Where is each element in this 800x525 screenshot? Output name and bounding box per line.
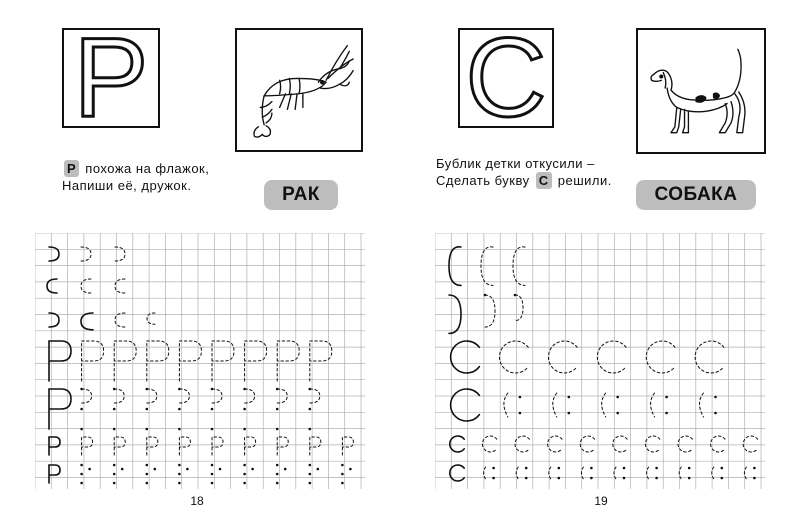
- trace-dot: [349, 468, 352, 471]
- trace-dot: [590, 467, 593, 470]
- trace-dot: [525, 477, 528, 480]
- trace-dot: [341, 473, 344, 476]
- trace-stroke: [481, 247, 493, 286]
- trace-dot: [568, 396, 571, 399]
- trace-dot: [309, 428, 312, 431]
- trace-dot: [80, 428, 83, 431]
- poem-right-line-2-start: Сделать букву: [436, 173, 534, 188]
- trace-stroke: [451, 341, 480, 373]
- trace-dot: [243, 388, 246, 391]
- page-number-left: 18: [190, 494, 204, 508]
- trace-dot: [243, 473, 246, 476]
- poem-left: [62, 160, 209, 194]
- trace-stroke: [310, 437, 321, 455]
- crayfish-icon: [237, 30, 361, 150]
- trace-dot: [113, 473, 116, 476]
- trace-stroke: [179, 437, 190, 455]
- trace-dot: [665, 396, 668, 399]
- trace-stroke: [678, 436, 692, 452]
- letter-r: Р: [73, 15, 149, 140]
- trace-dot: [146, 388, 149, 391]
- letter-badge-r: Р: [64, 160, 79, 177]
- trace-stroke: [580, 436, 594, 452]
- trace-dot: [80, 408, 83, 411]
- trace-dot: [590, 477, 593, 480]
- trace-stroke: [645, 436, 659, 452]
- trace-dot: [80, 482, 83, 485]
- trace-dot: [276, 408, 279, 411]
- trace-stroke: [212, 437, 223, 455]
- trace-stroke: [49, 437, 60, 455]
- trace-dot: [243, 428, 246, 431]
- trace-stroke: [553, 393, 557, 417]
- trace-dot: [113, 482, 116, 485]
- trace-stroke: [81, 313, 93, 330]
- word-badge-sobaka: СОБАКА: [636, 180, 756, 210]
- poem-left-line-1: [62, 160, 209, 177]
- trace-dot: [178, 388, 181, 391]
- trace-dot: [113, 408, 116, 411]
- page-number-right: 19: [594, 494, 608, 508]
- trace-dot: [309, 473, 312, 476]
- trace-dot: [519, 412, 522, 415]
- tracing-grid-left: [35, 233, 365, 489]
- trace-dot: [568, 412, 571, 415]
- trace-dot: [211, 408, 214, 411]
- right-page: [400, 0, 800, 525]
- trace-dot: [309, 482, 312, 485]
- letter-box-s: [458, 15, 554, 140]
- trace-dot: [558, 467, 561, 470]
- trace-stroke: [450, 436, 464, 452]
- poem-right: [436, 155, 612, 189]
- trace-dot: [113, 388, 116, 391]
- poem-right-line-2-end: решили.: [553, 173, 612, 188]
- trace-stroke: [500, 341, 529, 373]
- trace-dot: [276, 482, 279, 485]
- trace-dot: [623, 477, 626, 480]
- trace-dot: [211, 473, 214, 476]
- trace-stroke: [277, 437, 288, 455]
- trace-dot: [688, 477, 691, 480]
- word-badge-rak: РАК: [264, 180, 338, 210]
- trace-dot: [309, 388, 312, 391]
- trace-stroke: [81, 279, 91, 293]
- trace-stroke: [548, 341, 577, 373]
- trace-stroke: [504, 393, 508, 417]
- trace-dot: [88, 468, 91, 471]
- dog-icon: [638, 30, 764, 152]
- trace-dot: [80, 464, 83, 467]
- trace-dot: [146, 482, 149, 485]
- trace-dot: [146, 428, 149, 431]
- trace-dot: [623, 467, 626, 470]
- trace-dot: [211, 388, 214, 391]
- trace-stroke: [695, 341, 724, 373]
- trace-dot: [80, 388, 83, 391]
- trace-stroke: [82, 437, 93, 455]
- trace-dot: [211, 482, 214, 485]
- trace-dot: [113, 428, 116, 431]
- trace-stroke: [711, 436, 725, 452]
- trace-dot: [178, 428, 181, 431]
- trace-dot: [714, 412, 717, 415]
- trace-stroke: [114, 437, 125, 455]
- trace-stroke: [651, 393, 655, 417]
- trace-dot: [211, 464, 214, 467]
- trace-dot: [492, 467, 495, 470]
- letter-s: С: [465, 15, 547, 140]
- trace-dot: [558, 477, 561, 480]
- poem-left-line-2: Напиши её, дружок.: [62, 178, 192, 193]
- trace-stroke: [49, 313, 59, 327]
- trace-stroke: [613, 436, 627, 452]
- trace-dot: [519, 396, 522, 399]
- trace-dot: [753, 477, 756, 480]
- letter-box-r: [62, 15, 160, 140]
- trace-dot: [721, 477, 724, 480]
- trace-dot: [688, 467, 691, 470]
- trace-stroke: [342, 437, 353, 455]
- trace-dot: [186, 468, 189, 471]
- trace-dot: [284, 468, 287, 471]
- trace-dot: [276, 473, 279, 476]
- trace-dot: [178, 473, 181, 476]
- trace-dot: [317, 468, 320, 471]
- trace-dot: [276, 388, 279, 391]
- trace-dot: [309, 464, 312, 467]
- trace-dot: [146, 473, 149, 476]
- picture-box-dog: [636, 28, 766, 154]
- trace-dot: [309, 408, 312, 411]
- trace-stroke: [743, 436, 757, 452]
- trace-dot: [655, 467, 658, 470]
- poem-right-line-2: [436, 172, 612, 189]
- trace-stroke: [485, 295, 495, 327]
- trace-stroke: [147, 437, 158, 455]
- trace-dot: [276, 464, 279, 467]
- poem-left-line-1-text: похожа на флажок,: [81, 161, 210, 176]
- trace-dot: [178, 482, 181, 485]
- trace-dot: [492, 477, 495, 480]
- trace-dot: [178, 408, 181, 411]
- tracing-grid-right: [435, 233, 765, 489]
- trace-stroke: [513, 247, 525, 286]
- trace-dot: [484, 294, 487, 297]
- trace-dot: [341, 464, 344, 467]
- trace-dot: [753, 467, 756, 470]
- trace-stroke: [451, 389, 480, 421]
- trace-dot: [178, 464, 181, 467]
- trace-dot: [219, 468, 222, 471]
- trace-stroke: [449, 247, 461, 286]
- trace-dot: [113, 464, 116, 467]
- trace-dot: [276, 428, 279, 431]
- trace-dot: [616, 412, 619, 415]
- trace-stroke: [515, 436, 529, 452]
- trace-dot: [616, 396, 619, 399]
- trace-dot: [665, 412, 668, 415]
- letter-badge-s: С: [536, 172, 552, 189]
- trace-stroke: [450, 465, 464, 481]
- trace-stroke: [49, 465, 60, 483]
- trace-dot: [243, 408, 246, 411]
- trace-dot: [721, 467, 724, 470]
- picture-box-crayfish: [235, 28, 363, 152]
- trace-stroke: [47, 279, 57, 293]
- trace-dot: [146, 464, 149, 467]
- trace-dot: [525, 467, 528, 470]
- trace-dot: [211, 428, 214, 431]
- trace-dot: [243, 464, 246, 467]
- trace-stroke: [646, 341, 675, 373]
- trace-stroke: [597, 341, 626, 373]
- trace-dot: [251, 468, 254, 471]
- trace-stroke: [700, 393, 704, 417]
- trace-dot: [514, 294, 517, 297]
- trace-stroke: [548, 436, 562, 452]
- trace-dot: [121, 468, 124, 471]
- trace-dot: [655, 477, 658, 480]
- trace-stroke: [482, 436, 496, 452]
- trace-dot: [341, 482, 344, 485]
- trace-stroke: [602, 393, 606, 417]
- poem-right-line-1: Бублик детки откусили –: [436, 156, 595, 171]
- trace-dot: [154, 468, 157, 471]
- trace-dot: [146, 408, 149, 411]
- trace-dot: [714, 396, 717, 399]
- trace-stroke: [245, 437, 256, 455]
- trace-dot: [243, 482, 246, 485]
- grid-lines: [435, 233, 765, 489]
- trace-dot: [80, 473, 83, 476]
